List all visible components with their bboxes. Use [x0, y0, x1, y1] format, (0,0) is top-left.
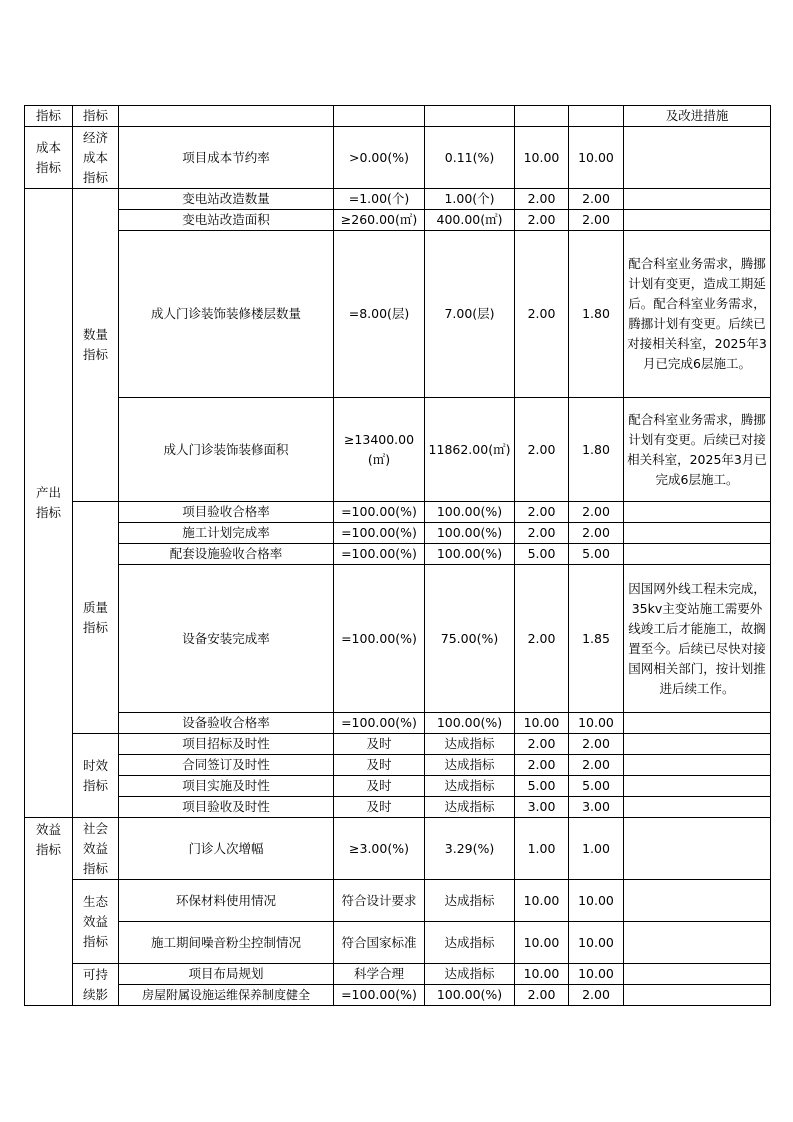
score-value: 10.00 [569, 964, 624, 985]
indicator-name: 设备安装完成率 [119, 565, 334, 713]
table-row [25, 544, 771, 565]
actual-value: 100.00(%) [425, 985, 515, 1006]
table-row [25, 502, 771, 523]
weight-value: 2.00 [515, 985, 569, 1006]
table-row [25, 922, 771, 964]
table-row [25, 127, 771, 189]
level1-output: 产出 指标 [25, 189, 73, 818]
target-value: ≥13400.00(㎡) [334, 398, 425, 502]
score-value: 2.00 [569, 755, 624, 776]
score-value: 2.00 [569, 210, 624, 231]
level2-social-benefit: 社会 效益 指标 [73, 818, 119, 880]
indicator-name: 变电站改造面积 [119, 210, 334, 231]
remark [624, 210, 771, 231]
remark: 因国网外线工程未完成，35kv主变站施工需要外线竣工后才能施工，故搁置至今。后续已尽快对接国网相关部门，按计划推进后续工作。 [624, 565, 771, 713]
indicator-name: 变电站改造数量 [119, 189, 334, 210]
indicator-name: 项目招标及时性 [119, 734, 334, 755]
remark: 配合科室业务需求，腾挪计划有变更。后续已对接相关科室，2025年3月已完成6层施工。 [624, 398, 771, 502]
actual-value: 达成指标 [425, 797, 515, 818]
weight-value: 5.00 [515, 776, 569, 797]
score-value: 1.85 [569, 565, 624, 713]
remark [624, 755, 771, 776]
target-value: >0.00(%) [334, 127, 425, 189]
table-row [25, 797, 771, 818]
level2-economic-cost: 经济 成本 指标 [73, 127, 119, 189]
table-row [25, 713, 771, 734]
weight-value: 2.00 [515, 502, 569, 523]
indicator-name: 项目验收及时性 [119, 797, 334, 818]
remark: 配合科室业务需求，腾挪计划有变更，造成工期延后。配合科室业务需求，腾挪计划有变更。后续已对接相关科室，2025年3月已完成6层施工。 [624, 231, 771, 398]
indicator-name: 项目实施及时性 [119, 776, 334, 797]
level2-ecological-benefit: 生态 效益 指标 [73, 880, 119, 964]
weight-value: 1.00 [515, 818, 569, 880]
actual-value: 100.00(%) [425, 544, 515, 565]
remark [624, 502, 771, 523]
actual-value: 0.11(%) [425, 127, 515, 189]
table-row [25, 818, 771, 880]
remark [624, 544, 771, 565]
remark [624, 818, 771, 880]
score-value: 2.00 [569, 985, 624, 1006]
score-value: 5.00 [569, 776, 624, 797]
weight-value: 10.00 [515, 127, 569, 189]
target-value: =1.00(个) [334, 189, 425, 210]
indicator-name: 成人门诊装饰装修楼层数量 [119, 231, 334, 398]
target-value: =100.00(%) [334, 565, 425, 713]
level2-timeliness: 时效 指标 [73, 734, 119, 818]
table-row [25, 523, 771, 544]
indicator-name: 房屋附属设施运维保养制度健全 [119, 985, 334, 1006]
remark [624, 523, 771, 544]
level2-quality: 质量 指标 [73, 502, 119, 734]
weight-value: 2.00 [515, 231, 569, 398]
indicator-name: 合同签订及时性 [119, 755, 334, 776]
remark [624, 797, 771, 818]
actual-value: 达成指标 [425, 880, 515, 922]
header-cell [425, 106, 515, 127]
score-value: 2.00 [569, 523, 624, 544]
score-value: 1.80 [569, 231, 624, 398]
target-value: ≥3.00(%) [334, 818, 425, 880]
actual-value: 75.00(%) [425, 565, 515, 713]
actual-value: 7.00(层) [425, 231, 515, 398]
actual-value: 1.00(个) [425, 189, 515, 210]
score-value: 10.00 [569, 127, 624, 189]
indicator-name: 施工计划完成率 [119, 523, 334, 544]
actual-value: 达成指标 [425, 755, 515, 776]
header-cell [119, 106, 334, 127]
table-row [25, 964, 771, 985]
actual-value: 100.00(%) [425, 523, 515, 544]
remark [624, 880, 771, 922]
level2-sustainable-impact: 可持 续影 [73, 964, 119, 1006]
table-row [25, 755, 771, 776]
header-level2-cell: 指标 [73, 106, 119, 127]
indicator-name: 配套设施验收合格率 [119, 544, 334, 565]
actual-value: 达成指标 [425, 922, 515, 964]
score-value: 1.00 [569, 818, 624, 880]
indicator-name: 项目成本节约率 [119, 127, 334, 189]
weight-value: 10.00 [515, 964, 569, 985]
performance-indicator-table [24, 105, 771, 1006]
remark [624, 127, 771, 189]
actual-value: 达成指标 [425, 964, 515, 985]
remark [624, 964, 771, 985]
target-value: =100.00(%) [334, 713, 425, 734]
weight-value: 2.00 [515, 189, 569, 210]
remark [624, 922, 771, 964]
table-row [25, 231, 771, 398]
level1-benefit: 效益 指标 [25, 818, 73, 1006]
weight-value: 2.00 [515, 755, 569, 776]
actual-value: 3.29(%) [425, 818, 515, 880]
table-row [25, 734, 771, 755]
remark [624, 713, 771, 734]
indicator-name: 设备验收合格率 [119, 713, 334, 734]
header-level1-cell: 指标 [25, 106, 73, 127]
indicator-name: 施工期间噪音粉尘控制情况 [119, 922, 334, 964]
score-value: 10.00 [569, 922, 624, 964]
target-value: 及时 [334, 797, 425, 818]
target-value: 及时 [334, 776, 425, 797]
header-cell [334, 106, 425, 127]
actual-value: 11862.00(㎡) [425, 398, 515, 502]
target-value: =100.00(%) [334, 985, 425, 1006]
weight-value: 2.00 [515, 398, 569, 502]
table-row [25, 189, 771, 210]
actual-value: 达成指标 [425, 734, 515, 755]
actual-value: 100.00(%) [425, 502, 515, 523]
target-value: 及时 [334, 734, 425, 755]
actual-value: 100.00(%) [425, 713, 515, 734]
actual-value: 达成指标 [425, 776, 515, 797]
table-header-row [25, 106, 771, 127]
weight-value: 2.00 [515, 565, 569, 713]
indicator-name: 项目布局规划 [119, 964, 334, 985]
header-remark-cell: 及改进措施 [624, 106, 771, 127]
indicator-name: 成人门诊装饰装修面积 [119, 398, 334, 502]
weight-value: 10.00 [515, 880, 569, 922]
target-value: 及时 [334, 755, 425, 776]
remark [624, 776, 771, 797]
indicator-name: 环保材料使用情况 [119, 880, 334, 922]
target-value: =100.00(%) [334, 544, 425, 565]
score-value: 2.00 [569, 502, 624, 523]
score-value: 3.00 [569, 797, 624, 818]
remark [624, 734, 771, 755]
target-value: 符合国家标准 [334, 922, 425, 964]
target-value: =8.00(层) [334, 231, 425, 398]
score-value: 10.00 [569, 713, 624, 734]
weight-value: 2.00 [515, 210, 569, 231]
level2-quantity: 数量 指标 [73, 189, 119, 502]
weight-value: 10.00 [515, 713, 569, 734]
weight-value: 2.00 [515, 523, 569, 544]
weight-value: 5.00 [515, 544, 569, 565]
level1-cost: 成本 指标 [25, 127, 73, 189]
target-value: 符合设计要求 [334, 880, 425, 922]
table-row [25, 776, 771, 797]
target-value: =100.00(%) [334, 502, 425, 523]
score-value: 1.80 [569, 398, 624, 502]
target-value: =100.00(%) [334, 523, 425, 544]
actual-value: 400.00(㎡) [425, 210, 515, 231]
indicator-name: 门诊人次增幅 [119, 818, 334, 880]
table-row [25, 398, 771, 502]
score-value: 5.00 [569, 544, 624, 565]
header-cell [569, 106, 624, 127]
table-row [25, 210, 771, 231]
weight-value: 10.00 [515, 922, 569, 964]
table-row [25, 985, 771, 1006]
score-value: 10.00 [569, 880, 624, 922]
indicator-name: 项目验收合格率 [119, 502, 334, 523]
weight-value: 2.00 [515, 734, 569, 755]
target-value: 科学合理 [334, 964, 425, 985]
score-value: 2.00 [569, 734, 624, 755]
score-value: 2.00 [569, 189, 624, 210]
weight-value: 3.00 [515, 797, 569, 818]
header-cell [515, 106, 569, 127]
remark [624, 189, 771, 210]
target-value: ≥260.00(㎡) [334, 210, 425, 231]
table-row [25, 565, 771, 713]
remark [624, 985, 771, 1006]
table-row [25, 880, 771, 922]
